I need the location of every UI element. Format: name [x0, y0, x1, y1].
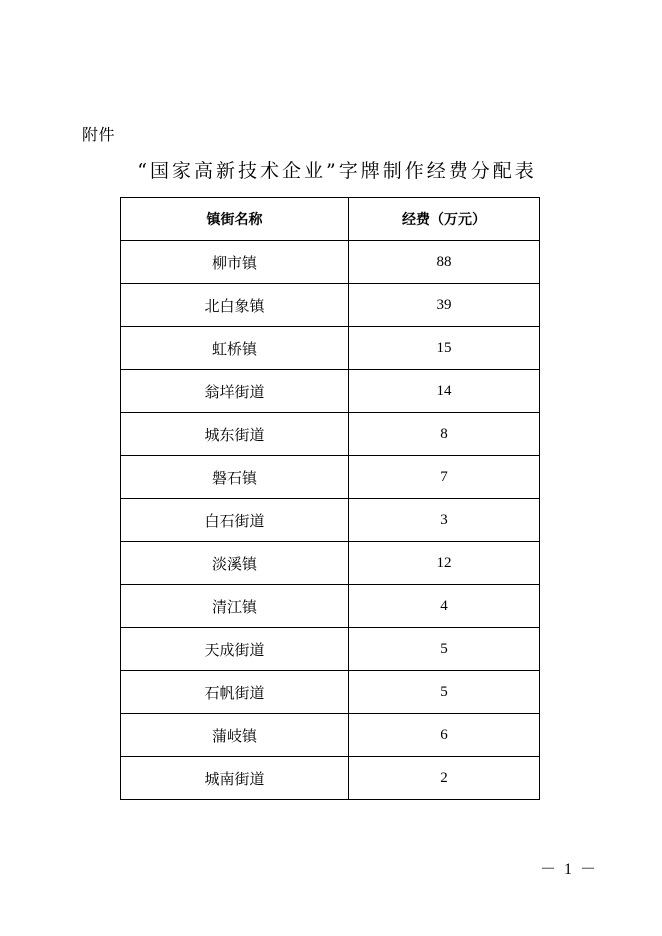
- town-name-cell: 城南街道: [121, 757, 349, 800]
- table-header-row: [121, 198, 540, 241]
- table-row: [121, 370, 540, 413]
- funding-cell: 3: [349, 499, 540, 542]
- town-name-cell: 淡溪镇: [121, 542, 349, 585]
- town-name-cell: 白石街道: [121, 499, 349, 542]
- page-number: － 1 －: [540, 861, 599, 878]
- header-town-name: 镇街名称: [121, 198, 349, 241]
- table-row: [121, 499, 540, 542]
- table-row: [121, 327, 540, 370]
- town-name-cell: 蒲岐镇: [121, 714, 349, 757]
- table-row: [121, 413, 540, 456]
- table-row: [121, 284, 540, 327]
- town-name-cell: 石帆街道: [121, 671, 349, 714]
- funding-cell: 88: [349, 241, 540, 284]
- funding-cell: 4: [349, 585, 540, 628]
- table-row: [121, 585, 540, 628]
- funding-cell: 5: [349, 671, 540, 714]
- town-name-cell: 翁垟街道: [121, 370, 349, 413]
- town-name-cell: 清江镇: [121, 585, 349, 628]
- table-row: [121, 757, 540, 800]
- funding-cell: 5: [349, 628, 540, 671]
- funding-cell: 39: [349, 284, 540, 327]
- table-row: [121, 671, 540, 714]
- table-row: [121, 241, 540, 284]
- table-row: [121, 628, 540, 671]
- funding-cell: 6: [349, 714, 540, 757]
- attachment-label: 附件: [82, 125, 116, 144]
- funding-cell: 12: [349, 542, 540, 585]
- town-name-cell: 天成街道: [121, 628, 349, 671]
- town-name-cell: 磐石镇: [121, 456, 349, 499]
- town-name-cell: 北白象镇: [121, 284, 349, 327]
- funding-cell: 14: [349, 370, 540, 413]
- funding-cell: 8: [349, 413, 540, 456]
- document-title: “国家高新技术企业”字牌制作经费分配表: [137, 160, 537, 182]
- town-name-cell: 柳市镇: [121, 241, 349, 284]
- funding-cell: 7: [349, 456, 540, 499]
- funding-cell: 15: [349, 327, 540, 370]
- town-name-cell: 城东街道: [121, 413, 349, 456]
- table-row: [121, 542, 540, 585]
- funding-cell: 2: [349, 757, 540, 800]
- town-name-cell: 虹桥镇: [121, 327, 349, 370]
- table-row: [121, 714, 540, 757]
- table-row: [121, 456, 540, 499]
- funding-table: [120, 197, 540, 800]
- header-funding: 经费（万元）: [349, 198, 540, 241]
